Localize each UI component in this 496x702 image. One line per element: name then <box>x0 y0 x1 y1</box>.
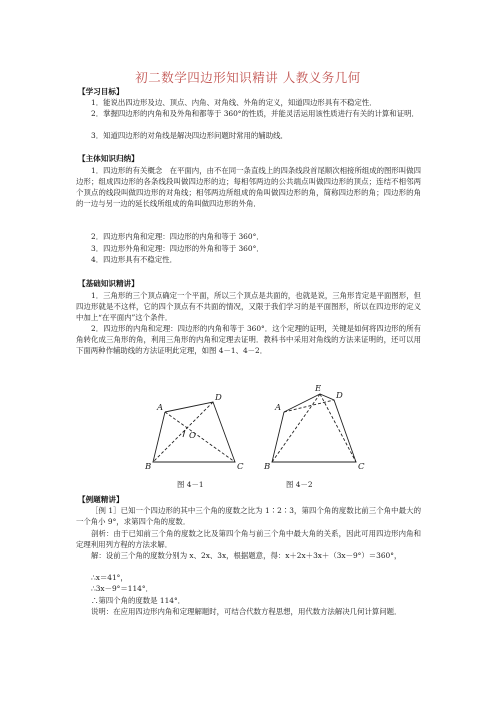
document-title: 初二数学四边形知识精讲 人教义务几何 <box>135 70 361 85</box>
example-analysis: 剖析：由于已知前三个角的度数之比及第四个角与前三个角中最大角的关系，因此可用四边形内角和定理利用列方程的方法求解． <box>76 529 421 549</box>
fig2-outline <box>272 394 356 462</box>
fig1-label-o: O <box>189 431 196 441</box>
explain-paragraph-2: 2．四边形的内角和定理：四边形的内角和等于 360°．这个定理的证明，关键是如何将四边形的所有角转化成三角形的角，利用三角形的内角和定理去证明．教科书中采用对角线的方法来证明的，还可以用下面两种作辅助线的方法证明此定理，如图 4－1、4－2． <box>76 324 421 355</box>
summary-paragraph-3: 3．四边形外角和定理：四边形的外角和等于 360°． <box>91 244 264 253</box>
summary-paragraph-4: 4．四边形具有不稳定性． <box>91 255 178 264</box>
section-heading-summary: 【主体知识归纳】 <box>78 154 139 163</box>
figure-4-1-quadrilateral-diagonals <box>145 362 255 472</box>
solution-step-2: ∴3x－9°＝114°． <box>91 584 153 593</box>
example-note: 说明：在应用四边形内角和定理解题时，可结合代数方程思想，用代数方法解决几何计算问题． <box>91 607 402 616</box>
solution-step-3: ∴第四个角的度数是 114°． <box>91 596 186 605</box>
fig2-label-d: D <box>336 391 343 401</box>
goal-item-3: 3．知道四边形的对角线是解决四边形问题时常用的辅助线． <box>91 131 288 140</box>
summary-paragraph-2: 2．四边形内角和定理：四边形的内角和等于 360°． <box>91 232 264 241</box>
fig2-auxiliary-ad <box>284 400 334 412</box>
fig1-label-b: B <box>145 462 152 472</box>
section-heading-goals: 【学习目标】 <box>78 87 124 96</box>
goal-item-1: 1．能说出四边形及边、顶点、内角、对角线、外角的定义，知道四边形具有不稳定性． <box>91 98 377 107</box>
fig2-auxiliary-ec <box>320 394 356 462</box>
figure-4-2-caption: 图 4－2 <box>286 480 313 489</box>
fig2-label-c: C <box>358 462 365 472</box>
explain-paragraph-1: 1．三角形的三个顶点确定一个平面，所以三个顶点是共面的，也就是说，三角形肯定是平面图形，但四边形就是不这样，它的四个顶点有不共面的情况，又限于我们学习的是平面图形，所以在四边形的定义中加上“在平面内”这个条件． <box>76 291 421 322</box>
fig1-label-a: A <box>157 403 164 413</box>
figure-4-1-caption: 图 4－1 <box>177 480 204 489</box>
fig2-label-b: B <box>264 462 271 472</box>
example-solution: 解：设前三个角的度数分别为 x、2x、3x，根据题意，得：x＋2x＋3x＋（3x－9°）＝360°， <box>91 551 402 560</box>
fig1-diagonal-ac <box>165 412 235 462</box>
fig2-label-e: E <box>315 384 322 394</box>
fig1-label-d: D <box>215 393 222 403</box>
fig2-label-a: A <box>275 403 282 413</box>
summary-paragraph-1: 1．四边形的有关概念 在平面内，由不在同一条直线上的四条线段首尾顺次相接所组成的图形叫做四边形；组成四边形的各条线段叫做四边形的边；每相邻两边的公共端点叫做四边形的顶点；连结不相邻两个顶点的线段叫做四边形的对角线；相邻两边所组成的角叫做四边形的角，简称四边形的角；四边形的角的一边与另一边的延长线所组成的角叫做四边形的外角． <box>76 166 421 208</box>
solution-step-1: ∴x＝41°， <box>91 573 128 582</box>
goal-item-2: 2．掌握四边形的内角和及外角和都等于 360°的性质，并能灵活运用该性质进行有关的计算和证明． <box>91 109 419 118</box>
figure-4-2-quadrilateral-extension <box>262 362 382 472</box>
section-heading-example: 【例题精讲】 <box>78 495 124 504</box>
example-question: ［例 1］已知一个四边形的其中三个角的度数之比为 1∶2∶3，第四个角的度数比前三个角中最大的一个角小 9°，求第四个角的度数． <box>76 506 421 526</box>
section-heading-explain: 【基础知识精讲】 <box>78 279 139 288</box>
fig1-label-c: C <box>237 462 244 472</box>
